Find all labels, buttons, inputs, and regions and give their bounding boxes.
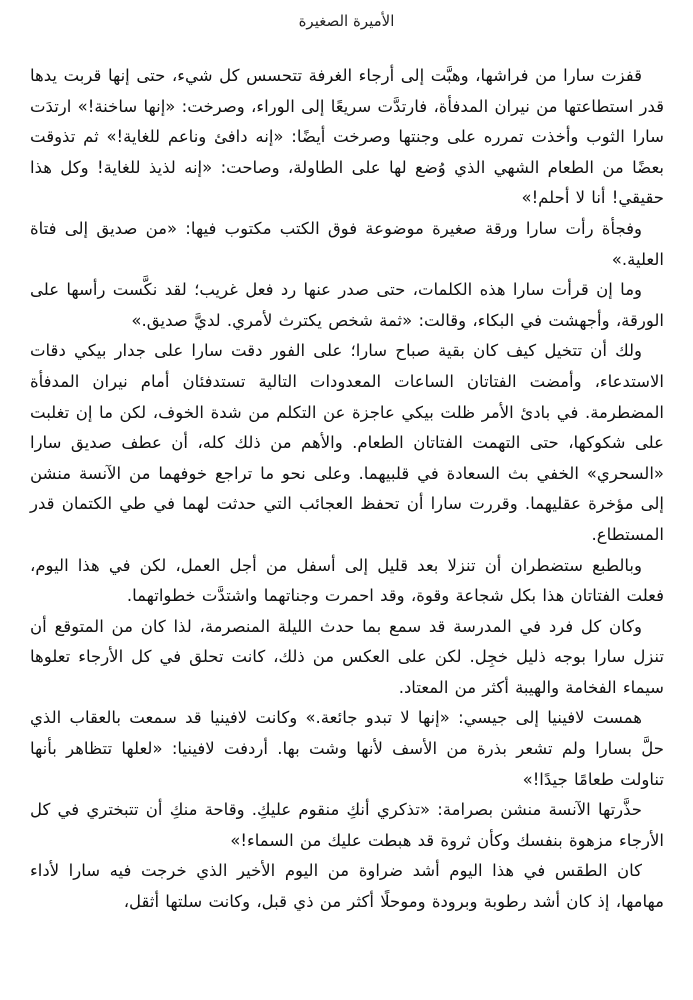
paragraph: حذَّرتها الآنسة منشن بصرامة: «تذكري أنكِ منقوم عليكِ. وقاحة منكِ أن تتبختري في كل الأرجاء مزهوة بنفسك وكأن ثروة قد هبطت عليك من السماء!» bbox=[30, 800, 664, 850]
paragraph: وما إن قرأت سارا هذه الكلمات، حتى صدر عنها رد فعل غريب؛ لقد نكَّست رأسها على الورقة، وأجهشت في البكاء، وقالت: «ثمة شخص يكترث لأمري. لديَّ صديق.» bbox=[30, 280, 664, 330]
paragraph: وفجأة رأت سارا ورقة صغيرة موضوعة فوق الكتب مكتوب فيها: «من صديق إلى فتاة العلية.» bbox=[30, 218, 664, 269]
paragraph: وكان كل فرد في المدرسة قد سمع بما حدث الليلة المنصرمة، لذا كان من المتوقع أن تنزل سارا بوجه ذليل خجِل. لكن على العكس من ذلك، كانت تحلق في كل الأرجاء تعلوها سيماء الفخامة والهيبة أكثر من المعتاد. bbox=[30, 616, 664, 697]
body-text bbox=[30, 61, 664, 918]
running-title: الأميرة الصغيرة bbox=[298, 12, 395, 30]
paragraph: همست لافينيا إلى جيسي: «إنها لا تبدو جائعة.» وكانت لافينيا قد سمعت بالعقاب الذي حلَّ بسارا ولم تشعر بذرة من الأسف لأنها وشت بها. أردفت لافينيا: «لعلها تتظاهر بأنها تناولت طعامًا جيدًا!» bbox=[30, 708, 664, 789]
paragraph: كان الطقس في هذا اليوم أشد ضراوة من اليوم الأخير الذي خرجت فيه سارا لأداء مهامها، إذ كان أشد رطوبة وبرودة وموحلًا أكثر من ذي قبل، وكانت سلتها أثقل، bbox=[30, 861, 664, 912]
paragraph: قفزت سارا من فراشها، وهبَّت إلى أرجاء الغرفة تتحسس كل شيء، حتى إنها قربت يدها قدر استطاعتها من نيران المدفأة، فارتدَّت سريعًا إلى الوراء، وصرخت: «إنها ساخنة!» ارتدَت سارا الثوب وأخذت تمرره على وجنتها وصرخت أيضًا: «إنه دافئ وناعم للغاية!» ثم تذوقت بعضًا من الطعام الشهي الذي وُضع لها على الطاولة، وصاحت: «إنه لذيذ للغاية! وكل هذا حقيقي! أنا لا أحلم!» bbox=[30, 66, 664, 208]
paragraph: وبالطبع ستضطران أن تنزلا بعد قليل إلى أسفل من أجل العمل، لكن في هذا اليوم، فعلت الفتاتان هذا بكل شجاعة وقوة، وقد احمرت وجناتهما واشتدَّت خطواتهما. bbox=[30, 555, 664, 606]
paragraph: ولك أن تتخيل كيف كان بقية صباح سارا؛ على الفور دقت سارا على جدار بيكي دقات الاستدعاء، وأمضت الفتاتان الساعات المعدودات التالية تستدفئان أمام نيران المدفأة المضطرمة. في بادئ الأمر ظلت بيكي عاجزة عن التكلم من شدة الخوف، لكن ما إن تغلبت على شكوكها، حتى التهمت الفتاتان الطعام. والأهم من ذلك كله، أن عطف صديق سارا «السحري» الخفي بث السعادة في قلبيهما. وعلى نحو ما تراجع خوفهما من الآنسة منشن إلى مؤخرة عقليهما. وقررت سارا أن تحفظ العجائب التي حدثت لهما في طي الكتمان قدر المستطاع. bbox=[30, 341, 664, 544]
